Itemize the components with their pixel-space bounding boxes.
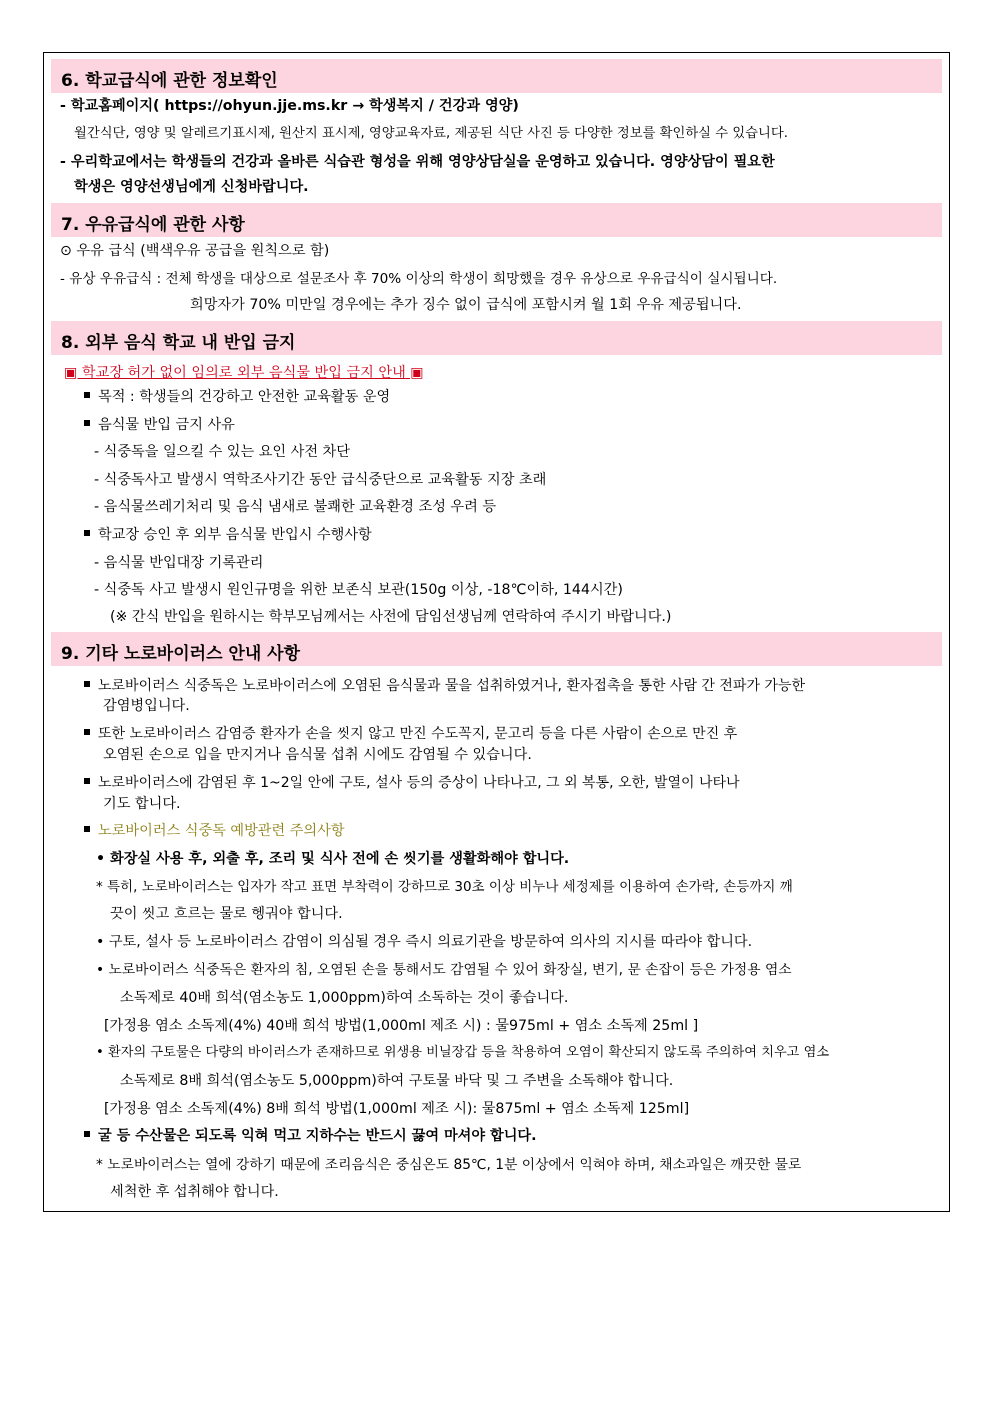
- s9-p1-line-1: [84, 677, 805, 695]
- s9-b4-line-2: 소독제로 8배 희석(염소농도 5,000ppm)하여 구토물 바닥 및 그 주변을 소독해야 합니다.: [120, 1073, 674, 1089]
- square-bullet-icon: [84, 729, 90, 735]
- s9-p2-line-2: 오염된 손으로 입을 만지거나 음식물 섭취 시에도 감염될 수 있습니다.: [103, 747, 532, 763]
- s8-approval-1: - 음식물 반입대장 기록관리: [94, 555, 264, 571]
- s6-counsel-line-1: - 우리학교에서는 학생들의 건강과 올바른 식습관 형성을 위해 영양상담실을 운영하고 있습니다. 영양상담이 필요한: [60, 154, 775, 170]
- s9-b3-line-1: • 노로바이러스 식중독은 환자의 침, 오염된 손을 통해서도 감염될 수 있어 화장실, 변기, 문 손잡이 등은 가정용 염소: [96, 962, 792, 978]
- s7-paid-milk-line-1: - 유상 우유급식 : 전체 학생을 대상으로 설문조사 후 70% 이상의 학생이 희망했을 경우 유상으로 우유급식이 실시됩니다.: [60, 271, 778, 287]
- square-bullet-icon: [84, 826, 90, 832]
- s8-item-approval: [84, 526, 372, 544]
- s9-b4-method: [가정용 염소 소독제(4%) 8배 희석 방법(1,000ml 제조 시): 물875ml + 염소 소독제 125ml]: [104, 1101, 690, 1117]
- s8-purpose-text: 목적 : 학생들의 건강하고 안전한 교육활동 운영: [98, 389, 391, 405]
- s9-p5-text: 굴 등 수산물은 되도록 익혀 먹고 지하수는 반드시 끓여 마셔야 합니다.: [98, 1128, 537, 1144]
- square-bullet-icon: [84, 1131, 90, 1137]
- section-9-header: [51, 632, 942, 666]
- s9-p3-line-2: 기도 합니다.: [103, 796, 181, 812]
- s6-counsel-line-2: 학생은 영양선생님에게 신청바랍니다.: [74, 179, 309, 195]
- s9-p1-text: 노로바이러스 식중독은 노로바이러스에 오염된 음식물과 물을 섭취하였거나, 환자접촉을 통한 사람 간 전파가 가능한: [98, 678, 806, 694]
- s8-item-reason: [84, 416, 235, 434]
- s9-p1-line-2: 감염병입니다.: [103, 698, 190, 714]
- s9-p5-line: [84, 1127, 537, 1145]
- s7-milk-line: ⊙ 우유 급식 (백색우유 공급을 원칙으로 함): [60, 243, 330, 259]
- s9-b4-line-1: • 환자의 구토물은 다량의 바이러스가 존재하므로 위생용 비닐장갑 등을 착용하여 오염이 확산되지 않도록 주의하여 치우고 염소: [96, 1045, 830, 1060]
- s9-b1-note-1: * 특히, 노로바이러스는 입자가 작고 표면 부착력이 강하므로 30초 이상 비누나 세정제를 이용하여 손가락, 손등까지 깨: [96, 879, 793, 895]
- section-7-title: 7. 우유급식에 관한 사항: [61, 215, 245, 235]
- s9-p3-text: 노로바이러스에 감염된 후 1~2일 안에 구토, 설사 등의 증상이 나타나고, 그 외 복통, 오한, 발열이 나타나: [98, 775, 740, 791]
- s8-reason-1: - 식중독을 일으킬 수 있는 요인 사전 차단: [94, 444, 350, 460]
- s9-p4-text: 노로바이러스 식중독 예방관련 주의사항: [98, 823, 345, 839]
- section-9-title: 9. 기타 노로바이러스 안내 사항: [61, 644, 301, 664]
- s9-b3-line-2: 소독제로 40배 희석(염소농도 1,000ppm)하여 소독하는 것이 좋습니다.: [120, 990, 569, 1006]
- section-6-title: 6. 학교급식에 관한 정보확인: [61, 71, 278, 91]
- s8-snack-note: (※ 간식 반입을 원하시는 학부모님께서는 사전에 담임선생님께 연락하여 주시기 바랍니다.): [110, 609, 672, 625]
- section-7-header: [51, 203, 942, 237]
- s9-p3-line-1: [84, 774, 740, 792]
- s9-b1: • 화장실 사용 후, 외출 후, 조리 및 식사 전에 손 씻기를 생활화해야 합니다.: [96, 851, 570, 867]
- s9-p5-note-2: 세척한 후 섭취해야 합니다.: [110, 1184, 279, 1200]
- section-6-header: [51, 59, 942, 93]
- square-bullet-icon: [84, 420, 90, 426]
- s9-p5-note-1: * 노로바이러스는 열에 강하기 때문에 조리음식은 중심온도 85℃, 1분 이상에서 익혀야 하며, 채소과일은 깨끗한 물로: [96, 1157, 802, 1173]
- s8-reason-text: 음식물 반입 금지 사유: [98, 417, 235, 433]
- s8-notice: ▣ 학교장 허가 없이 임의로 외부 음식물 반입 금지 안내 ▣: [64, 365, 424, 381]
- s8-approval-2: - 식중독 사고 발생시 원인규명을 위한 보존식 보관(150g 이상, -18℃이하, 144시간): [94, 582, 623, 598]
- square-bullet-icon: [84, 778, 90, 784]
- s9-p2-line-1: [84, 725, 737, 743]
- s6-homepage-line: - 학교홈페이지( https://ohyun.jje.ms.kr → 학생복지 / 건강과 영양): [60, 98, 519, 114]
- s9-b3-method: [가정용 염소 소독제(4%) 40배 희석 방법(1,000ml 제조 시) : 물975ml + 염소 소독제 25ml ]: [104, 1018, 699, 1034]
- square-bullet-icon: [84, 392, 90, 398]
- s8-reason-2: - 식중독사고 발생시 역학조사기간 동안 급식중단으로 교육활동 지장 초래: [94, 472, 547, 488]
- s9-p2-text: 또한 노로바이러스 감염증 환자가 손을 씻지 않고 만진 수도꼭지, 문고리 등을 다른 사람이 손으로 만진 후: [98, 726, 738, 742]
- s9-b2: • 구토, 설사 등 노로바이러스 감염이 의심될 경우 즉시 의료기관을 방문하여 의사의 지시를 따라야 합니다.: [96, 934, 753, 950]
- s9-b1-note-2: 끗이 씻고 흐르는 물로 헹궈야 합니다.: [110, 906, 343, 922]
- s8-approval-text: 학교장 승인 후 외부 음식물 반입시 수행사항: [98, 527, 372, 543]
- square-bullet-icon: [84, 681, 90, 687]
- s8-reason-3: - 음식물쓰레기처리 및 음식 냄새로 불쾌한 교육환경 조성 우려 등: [94, 499, 497, 515]
- s6-info-line: 월간식단, 영양 및 알레르기표시제, 원산지 표시제, 영양교육자료, 제공된 식단 사진 등 다양한 정보를 확인하실 수 있습니다.: [74, 126, 788, 141]
- square-bullet-icon: [84, 530, 90, 536]
- section-8-title: 8. 외부 음식 학교 내 반입 금지: [61, 333, 296, 353]
- s7-paid-milk-line-2: 희망자가 70% 미만일 경우에는 추가 징수 없이 급식에 포함시켜 월 1회 우유 제공됩니다.: [190, 297, 742, 313]
- s8-item-purpose: [84, 388, 390, 406]
- s9-p4-line: [84, 822, 345, 840]
- section-8-header: [51, 321, 942, 355]
